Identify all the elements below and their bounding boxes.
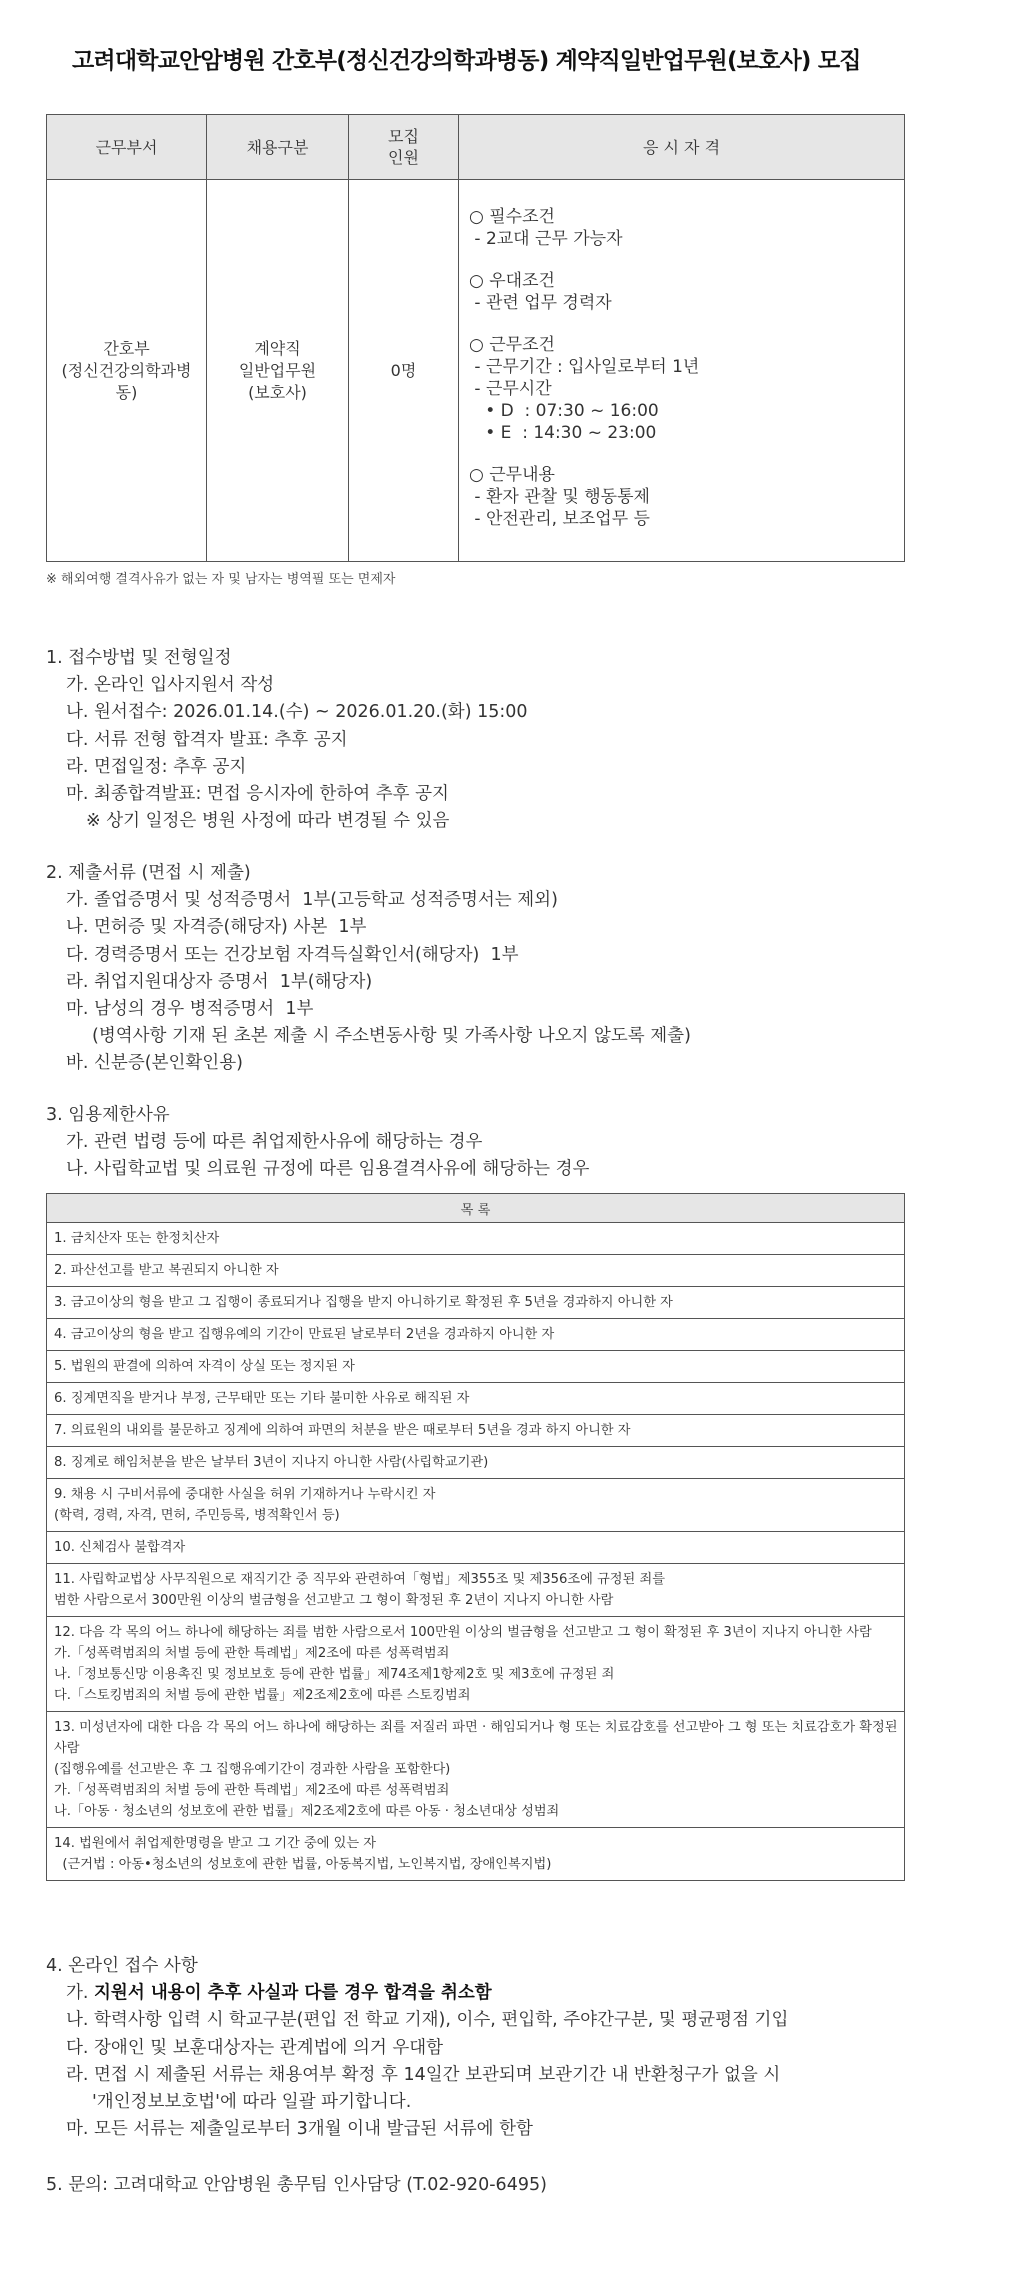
cell-type: 계약직 일반업무원 (보호사) (207, 180, 349, 562)
schedule-item: 마. 최종합격발표: 면접 응시자에 한하여 추후 공지 (66, 784, 449, 805)
restriction-text: (근거법 : 아동•청소년의 성보호에 관한 법률, 아동복지법, 노인복지법, 장애인복지법) (54, 1857, 552, 1872)
section-heading: 4. 온라인 접수 사항 (46, 1956, 198, 1976)
restriction-text: 9. 채용 시 구비서류에 중대한 사실을 허위 기재하거나 누락시킨 자 (54, 1487, 436, 1502)
table-row (47, 1532, 905, 1564)
restriction-cell (47, 1351, 905, 1383)
restriction-list-table (46, 1193, 905, 1881)
header-dept: 근무부서 (47, 115, 207, 180)
qualification-group (469, 464, 894, 530)
doc-item: 가. 졸업증명서 및 성적증명서 1부(고등학교 성적증명서는 제외) (66, 890, 558, 911)
doc-item: 라. 취업지원대상자 증명서 1부(해당자) (66, 971, 373, 992)
restriction-item: 나. 사립학교법 및 의료원 규정에 따른 임용결격사유에 해당하는 경우 (66, 1159, 590, 1180)
page-title: 고려대학교안암병원 간호부(정신건강의학과병동) 계약직일반업무원(보호사) 모집 (72, 48, 861, 74)
schedule-item: 다. 서류 전형 합격자 발표: 추후 공지 (66, 729, 348, 750)
header-qualifications: 응 시 자 격 (459, 115, 905, 180)
contact-info: 5. 문의: 고려대학교 안암병원 총무팀 인사담당 (T.02-920-6495) (46, 2175, 547, 2195)
restriction-cell (47, 1287, 905, 1319)
online-item: 다. 장애인 및 보훈대상자는 관계법에 의거 우대함 (66, 2037, 444, 2058)
restriction-cell (47, 1564, 905, 1617)
restriction-cell (47, 1383, 905, 1415)
restriction-text: 2. 파산선고를 받고 복권되지 아니한 자 (54, 1263, 279, 1278)
cell-qualifications (459, 180, 905, 562)
qualification-line: ○ 우대조건 (469, 271, 555, 291)
schedule-note: ※ 상기 일정은 병원 사정에 따라 변경될 수 있음 (86, 811, 450, 832)
restriction-text: 3. 금고이상의 형을 받고 그 집행이 종료되거나 집행을 받지 아니하기로 확정된 후 5년을 경과하지 아니한 자 (54, 1295, 673, 1310)
header-type: 채용구분 (207, 115, 349, 180)
doc-item: 나. 면허증 및 자격증(해당자) 사본 1부 (66, 917, 367, 938)
schedule-item: 가. 온라인 입사지원서 작성 (66, 675, 275, 696)
qualification-line: ○ 필수조건 (469, 207, 555, 227)
header-count: 모집 인원 (349, 115, 459, 180)
online-item: 마. 모든 서류는 제출일로부터 3개월 이내 발급된 서류에 한함 (66, 2119, 533, 2140)
qualification-group (469, 270, 894, 314)
eligibility-note: ※ 해외여행 결격사유가 없는 자 및 남자는 병역필 또는 면제자 (46, 572, 396, 587)
qualification-line: - 안전관리, 보조업무 등 (469, 509, 650, 529)
online-item-bold: 지원서 내용이 추후 사실과 다를 경우 합격을 취소함 (94, 1983, 492, 2004)
restriction-text: 다.「스토킹범죄의 처벌 등에 관한 법률」제2조제2호에 따른 스토킹범죄 (54, 1688, 471, 1703)
cell-dept: 간호부 (정신건강의학과병 동) (47, 180, 207, 562)
table-row (47, 1447, 905, 1479)
table-row (47, 1287, 905, 1319)
military-doc-note: (병역사항 기재 된 초본 제출 시 주소변동사항 및 가족사항 나오지 않도록 제출) (92, 1026, 691, 1047)
restriction-cell (47, 1447, 905, 1479)
restriction-text: 나.「아동 · 청소년의 성보호에 관한 법률」제2조제2호에 따른 아동 · 청소년대상 성범죄 (54, 1804, 560, 1819)
qualification-line: - 환자 관찰 및 행동통제 (469, 487, 650, 507)
restriction-text: 8. 징계로 해임처분을 받은 날부터 3년이 지나지 아니한 사람(사립학교기관) (54, 1455, 489, 1470)
restriction-text: 6. 징계면직을 받거나 부정, 근무태만 또는 기타 불미한 사유로 해직된 자 (54, 1391, 470, 1406)
restriction-text: 4. 금고이상의 형을 받고 집행유예의 기간이 만료된 날로부터 2년을 경과하지 아니한 자 (54, 1327, 555, 1342)
restriction-cell (47, 1712, 905, 1828)
restriction-text: 가.「성폭력범죄의 처벌 등에 관한 특례법」제2조에 따른 성폭력범죄 (54, 1783, 450, 1798)
restriction-cell (47, 1617, 905, 1712)
restriction-text: 1. 금치산자 또는 한정치산자 (54, 1231, 220, 1246)
restriction-cell (47, 1532, 905, 1564)
restriction-text: 5. 법원의 판결에 의하여 자격이 상실 또는 정지된 자 (54, 1359, 355, 1374)
section-application (46, 645, 528, 835)
restriction-cell (47, 1479, 905, 1532)
qualification-group (469, 334, 894, 444)
section-restrictions (46, 1102, 589, 1184)
table-row (47, 1564, 905, 1617)
table-row (47, 1712, 905, 1828)
restriction-cell (47, 1223, 905, 1255)
restriction-text: 13. 미성년자에 대한 다음 각 목의 어느 하나에 해당하는 죄를 저질러 파면 · 해임되거나 형 또는 치료감호를 선고받아 그 형 또는 치료감호가 확정된 사람 (54, 1720, 898, 1756)
restriction-cell (47, 1828, 905, 1881)
list-header: 목 록 (47, 1194, 905, 1223)
table-row (47, 1223, 905, 1255)
restriction-text: (학력, 경력, 자격, 면허, 주민등록, 병적확인서 등) (54, 1508, 340, 1523)
restriction-text: 나.「정보통신망 이용촉진 및 정보보호 등에 관한 법률」제74조제1항제2호 및 제3호에 규정된 죄 (54, 1667, 615, 1682)
doc-item: 마. 남성의 경우 병적증명서 1부 (66, 999, 314, 1020)
section-heading: 2. 제출서류 (면접 시 제출) (46, 863, 251, 883)
schedule-item: 나. 원서접수: 2026.01.14.(수) ~ 2026.01.20.(화) 15:00 (66, 702, 528, 723)
online-item: 라. 면접 시 제출된 서류는 채용여부 확정 후 14일간 보관되며 보관기간 내 반환청구가 없을 시 (66, 2064, 781, 2085)
schedule-item: 라. 면접일정: 추후 공지 (66, 756, 247, 777)
section-heading: 3. 임용제한사유 (46, 1105, 170, 1125)
section-heading: 1. 접수방법 및 전형일정 (46, 648, 232, 668)
online-item: 나. 학력사항 입력 시 학교구분(편입 전 학교 기재), 이수, 편입학, 주야간구분, 및 평균평점 기입 (66, 2010, 789, 2031)
qualification-group (469, 206, 894, 250)
qualification-line: - 근무기간 : 입사일로부터 1년 (469, 357, 700, 377)
qualification-line: • D : 07:30 ~ 16:00 (469, 401, 659, 421)
restriction-text: (집행유예를 선고받은 후 그 집행유예기간이 경과한 사람을 포함한다) (54, 1762, 451, 1777)
qualification-line: - 2교대 근무 가능자 (469, 229, 623, 249)
qualification-line: ○ 근무내용 (469, 465, 555, 485)
table-row (47, 1479, 905, 1532)
restriction-text: 11. 사립학교법상 사무직원으로 재직기간 중 직무와 관련하여「형법」제355조 및 제356조에 규정된 죄를 (54, 1572, 665, 1587)
restriction-cell (47, 1255, 905, 1287)
restriction-item: 가. 관련 법령 등에 따른 취업제한사유에 해당하는 경우 (66, 1132, 483, 1153)
cell-count: 0명 (349, 180, 459, 562)
qualification-line: ○ 근무조건 (469, 335, 555, 355)
qualification-line: - 관련 업무 경력자 (469, 293, 612, 313)
online-item-sub: '개인정보보호법'에 따라 일괄 파기합니다. (92, 2092, 412, 2113)
restriction-text: 가.「성폭력범죄의 처벌 등에 관한 특례법」제2조에 따른 성폭력범죄 (54, 1646, 450, 1661)
section-documents (46, 860, 691, 1078)
restriction-text: 범한 사람으로서 300만원 이상의 벌금형을 선고받고 그 형이 확정된 후 2년이 지나지 아니한 사람 (54, 1593, 614, 1608)
table-row (47, 1617, 905, 1712)
table-row (47, 1351, 905, 1383)
qualification-line: • E : 14:30 ~ 23:00 (469, 423, 657, 443)
restriction-cell (47, 1319, 905, 1351)
section-contact (46, 2172, 547, 2199)
table-row (47, 1319, 905, 1351)
restriction-text: 7. 의료원의 내외를 불문하고 징계에 의하여 파면의 처분을 받은 때로부터 5년을 경과 하지 아니한 자 (54, 1423, 631, 1438)
restriction-cell (47, 1415, 905, 1447)
table-row (47, 1255, 905, 1287)
table-row (47, 1828, 905, 1881)
online-item: 가. 지원서 내용이 추후 사실과 다를 경우 합격을 취소함 (66, 1983, 492, 2004)
recruit-table (46, 114, 905, 562)
table-row (47, 1383, 905, 1415)
table-row (47, 1415, 905, 1447)
restriction-text: 12. 다음 각 목의 어느 하나에 해당하는 죄를 범한 사람으로서 100만원 이상의 벌금형을 선고받고 그 형이 확정된 후 3년이 지나지 아니한 사람 (54, 1625, 872, 1640)
restriction-text: 10. 신체검사 불합격자 (54, 1540, 186, 1555)
qualification-line: - 근무시간 (469, 379, 552, 399)
restriction-text: 14. 법원에서 취업제한명령을 받고 그 기간 중에 있는 자 (54, 1836, 377, 1851)
doc-item: 바. 신분증(본인확인용) (66, 1053, 243, 1074)
section-online (46, 1953, 788, 2143)
doc-item: 다. 경력증명서 또는 건강보험 자격득실확인서(해당자) 1부 (66, 944, 519, 965)
